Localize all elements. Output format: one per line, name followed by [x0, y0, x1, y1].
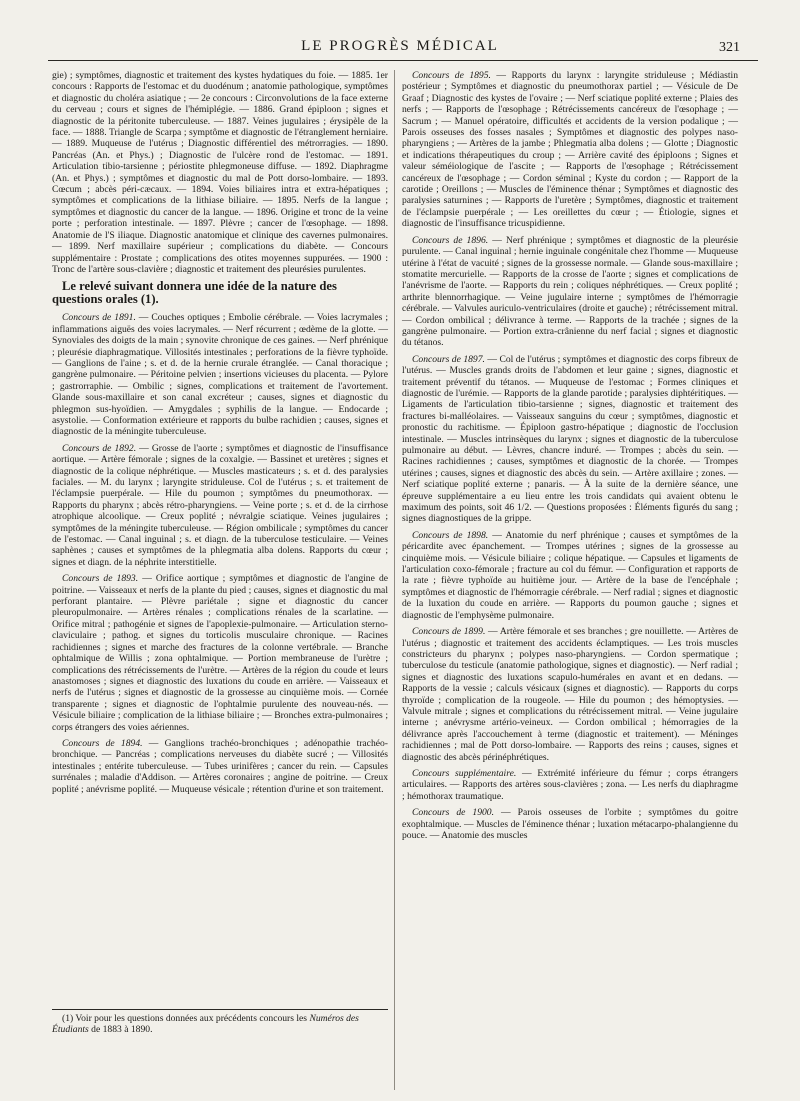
- footnote: [52, 1013, 388, 1036]
- entry-1900-text: — Parois osseuses de l'orbite ; symptômes du goitre exophtalmique. — Muscles de l'éminence thénar ; luxation métacarpo-phalangienne du pouce. — Anatomie des muscles: [402, 807, 738, 841]
- running-title: LE PROGRÈS MÉDICAL: [301, 38, 499, 54]
- continued-paragraph: gie) ; symptômes, diagnostic et traitement des kystes hydatiques du foie. — 1885. 1er concours : Rapports de l'estomac et du duodénum ; anatomie pathologique, symptômes et diagnostic du choléra asiatique ; — 2e concours : Circonvolutions de la face externe du cerveau ; cours et signes de l'hémiplégie. — 1886. Grand épiploon ; signes et diagnostic de la péritonite tuberculeuse. — 1887. Veines jugulaires ; érysipèle de la face. — 1888. Triangle de Scarpa ; symptôme et diagnostic de l'étranglement herniaire. — 1889. Muqueuse de l'utérus ; Diagnostic différentiel des métrorragies. — 1890. Pancréas (An. et Phys.) ; Diagnostic de l'ulcère rond de l'estomac. — 1891. Articulation tibio-tarsienne ; périostite phlegmoneuse diffuse. — 1892. Diaphragme (An. et Phys.) ; symptômes et diagnostic du mal de Pott dorso-lombaire. — 1893. Cœcum ; abcès péri-cæcaux. — 1894. Voies biliaires intra et extra-hépatiques ; symptômes et complications de la lithiase biliaire. — 1895. Nerfs de la langue ; symptômes et diagnostic du cancer de la langue. — 1896. Origine et tronc de la veine porte ; perforation intestinale. — 1897. Plèvre ; cancer de l'œsophage. — 1898. Anatomie de l'S iliaque. Diagnostic anatomique et clinique des cavernes pulmonaires. — 1899. Nerf maxillaire supérieur ; complications du diabète. — Concours supplémentaire : Prostate ; complications des otites moyennes suppurées. — 1900 : Tronc de l'artère sous-clavière ; diagnostic et traitement des pleurésies purulentes.: [52, 70, 388, 275]
- entry-1897: [402, 354, 738, 525]
- entry-1896-heading: Concours de 1896.: [412, 234, 489, 246]
- entry-1893: [52, 573, 388, 733]
- footnote-rule: [52, 1009, 388, 1010]
- entry-1895: [402, 70, 738, 230]
- entry-1894-text: — Ganglions trachéo-bronchiques ; adénopathie trachéo-bronchique. — Pancréas ; complications nerveuses du diabète sucré ; — Villosités intestinales ; entérite tuberculeuse. — Tubes urinifères ; cancer du rein. — Capsules surrénales ; maladie d'Addison. — Artères coronaires ; angine de poitrine. — Creux poplité ; anévrisme poplité. — Muqueuse vésicale ; rétention d'urine et son traitement.: [52, 737, 388, 795]
- entry-1893-text: — Orifice aortique ; symptômes et diagnostic de l'angine de poitrine. — Vaisseaux et nerfs de la plante du pied ; causes, signes et diagnostic du mal perforant plantaire. — Plèvre pariétale ; signe et diagnostic du cancer pleuropulmonaire. — Artères rénales ; complications rénales de la scarlatine. — Orifice mitral ; pathogénie et signes de l'apoplexie-pulmonaire. — Articulation sterno-claviculaire ; pathog. et signes du torticolis musculaire chronique. — Racines rachidiennes ; signes et marche des fractures de la colonne vertébrale. — Branche ophtalmique de Willis ; zona ophtalmique. — Portion membraneuse de l'urètre ; complications des rétrécissements de l'urètre. — Artères de la région du coude et leurs anastomoses ; signes et diagnostic des luxations du coude en arrière. — Vaisseaux et nerfs de l'utérus ; signes et diagnostic de la grossesse au cinquième mois. — Cornée transparente ; signes et diagnostic de l'ophtalmie purulente des nouveau-nés. — Vésicule biliaire ; complication de la lithiase biliaire ; — Bronches extra-pulmonaires ; corps étrangers des voies aériennes.: [52, 573, 389, 733]
- entry-1892: [52, 443, 388, 568]
- entry-1899: [402, 626, 738, 763]
- entry-1897-heading: Concours de 1897.: [412, 353, 485, 365]
- entry-1894: [52, 738, 388, 795]
- entry-1894-heading: Concours de 1894.: [62, 737, 143, 749]
- footnote-italic: Numéros des Étudiants: [52, 1013, 359, 1036]
- entry-1892-text: — Grosse de l'aorte ; symptômes et diagnostic de l'insuffisance aortique. — Artère fémorale ; signes de la coxalgie. — Bassinet et uretères ; signes et diagnostic de la colique néphrétique. — Muscles masticateurs ; s. et d. des paralysies faciales. — M. du larynx ; laryngite striduleuse. Col de l'utérus ; s. et traitement de l'éclampsie puerpérale. — Hile du poumon ; symptômes du pneumothorax. — Rapports du pharynx ; abcès rétro-pharyngiens. — Veine porte ; s. et d. de la cirrhose atrophique alcoolique. — Creux poplité ; névralgie sciatique. Veines jugulaires ; symptômes de la méningite tuberculeuse. — Région ombilicale ; symptômes du cancer de l'estomac. — Canal inguinal ; s. et diagn. de la tuberculose testiculaire. — Veines saphènes ; causes et symptômes de la phlegmatia alba dolens. Rapports du cœur ; signes et diagn. de la néphrite interstitielle.: [52, 442, 389, 568]
- entry-1898-text: — Anatomie du nerf phrénique ; causes et symptômes de la péricardite avec épanchement. — Trompes utérines ; signes de la grossesse au cinquième mois. — Vésicule biliaire ; colique hépatique. — Capsules et ligaments de l'articulation coxo-fémorale ; fracture au col du fémur. — Configuration et rapports de la rate ; fièvre typhoïde au huitième jour. — Artère de la base de l'encéphale ; symptômes et diagnostic de l'hémorragie cérébrale. — Nerf radial ; signes et diagnostic de la luxation du coude en arrière. — Rapports du poumon gauche ; signes et diagnostic de l'emphysème pulmonaire.: [402, 529, 739, 621]
- entry-1896-text: — Nerf phrénique ; symptômes et diagnostic de la pleurésie purulente. — Canal inguinal ; hernie inguinale congénitale chez l'homme — Muqueuse utérine à l'état de vacuité ; signes de la grossesse normale. — Glande sous-maxillaire ; stomatite mercurielle. — Rapports de la crosse de l'aorte ; signes et complications de l'anévrisme de l'aorte. — Rapports du rein ; coliques néphrétiques. — Creux poplité ; arthrite blennorrhagique. — Veine jugulaire interne ; symptômes de l'hémorragie cérébrale. — Valvules auriculo-ventriculaires (droite et gauche) ; rétrécissement mitral. — Cordon ombilical ; délivrance à terme. — Rapports de la trachée ; signes de la gangrène pulmonaire. — Portion extra-crânienne du nerf facial ; signes et diagnostic du tétanos.: [402, 234, 738, 349]
- page-number: 321: [719, 40, 740, 55]
- entry-1900-heading: Concours de 1900.: [412, 807, 494, 819]
- entry-1897-text: — Col de l'utérus ; symptômes et diagnostic des corps fibreux de l'utérus. — Muscles grands droits de l'abdomen et leur gaine ; signes, diagnostic et traitement préventif du tétanos. — Muqueuse de l'estomac ; Formes cliniques et diagnostic de l'urémie. — Rapports de la glande parotide ; paralysies diphtéritiques. — Ligaments de l'articulation tibio-tarsienne ; signes, diagnostic et traitement des fractures bi-malléolaires. — Vaisseaux sanguins du cœur ; symptômes, diagnostic et pronostic du rachitisme. — Épiploon gastro-hépatique ; diagnostic de l'occlusion intestinale. — Muscles intrinsèques du larynx ; signes et diagnostic de la tuberculose pulmonaire au début. — Lèvres, chancre induré. — Trompes ; abcès du sein. — Racines rachidiennes ; causes, symptômes et diagnostic de la chorée. — Trompes utérines ; causes, signes et diagnostic des abcès du sein. — Artère axillaire ; zones. — Nerf sciatique poplité externe ; panaris. — À la suite de la dernière séance, une épreuve supplémentaire a eu lieu entre les trois candidats qui avaient obtenu le maximum des points, soit 46 1/2. — Questions proposées : Éléments figurés du sang ; signes diagnostiques de la grippe.: [402, 353, 739, 525]
- entry-1896: [402, 235, 738, 349]
- entry-supplementaire: [402, 768, 738, 802]
- entry-1891-heading: Concours de 1891.: [62, 312, 136, 324]
- entry-supplementaire-text: — Extrémité inférieure du fémur ; corps étrangers articulaires. — Rapports des artères sous-clavières ; zona. — Les nerfs du diaphragme ; hémothorax traumatique.: [402, 767, 738, 802]
- footnote-tail: de 1883 à 1890.: [88, 1024, 153, 1036]
- entry-1891: [52, 312, 388, 437]
- footnote-text: (1) Voir pour les questions données aux précédents concours les: [62, 1013, 308, 1024]
- header-rule: [48, 60, 758, 61]
- entry-supplementaire-heading: Concours supplémentaire.: [412, 767, 517, 779]
- entry-1899-text: — Artère fémorale et ses branches ; gre nouillette. — Artères de l'utérus ; diagnostic et traitement des accidents éclamptiques. — Les trois muscles constricteurs du pharynx ; polypes naso-pharyngiens. — Cordon spermatique ; tuberculose du testicule (anatomie pathologique, signes et diagnostic). — Nerf radial ; signes et diagnostic des luxations scapulo-humérales en avant et en dedans. — Rapports de la vessie ; calculs vésicaux (signes et diagnostic). — Rapports du corps thyroïde ; complication de la rougeole. — Hile du poumon ; des hémoptysies. — Valvule mitrale ; signes et complications du rétrécissement mitral. — Veine jugulaire interne ; anévrysme artério-veineux. — Cordon ombilical ; hémorragies de la délivrance après l'accouchement à terme (diagnostic et traitement). — Méninges rachidiennes ; mal de Pott dorso-lombaire. — Rapports des reins ; causes, signes et diagnostic des abcès périnéphrétiques.: [402, 626, 739, 763]
- entry-1895-text: — Rapports du larynx : laryngite striduleuse ; Médiastin postérieur ; Symptômes et diagnostic du pneumothorax partiel ; — Vésicule de De Graaf ; Diagnostic des kystes de l'ovaire ; — Nerf sciatique poplité externe ; Plaies des nerfs ; — Rapports de l'œsophage ; Rétrécissements cancéreux de l'œsophage ; — Sacrum ; — Manuel opératoire, difficultés et accidents de la version podalique ; — Parois osseuses des fosses nasales ; Symptômes et diagnostic des polypes naso-pharyngiens ; — Artères de la jambe ; Phlegmatia alba dolens ; — Glotte ; Diagnostic et indications thérapeutiques du croup ; — Arrière cavité des épiploons ; Signes et valeur séméiologique de l'ascite ; — Rapports de l'œsophage ; Rétrécissement cancéreux de l'œsophage ; — Cordon séminal ; Kyste du cordon ; — Rapport de la carotide ; Oreillons ; — Muscles de l'éminence thénar ; Symptômes et diagnostic des paralysies saturnines ; — Rapports de l'uretère ; Symptômes, diagnostic et traitement de l'éclampsie puerpérale ; — Les oreillettes du cœur ; — Étiologie, signes et diagnostic de l'insuffisance tricuspidienne.: [402, 70, 739, 230]
- entry-1898-heading: Concours de 1898.: [412, 529, 489, 541]
- entry-1899-heading: Concours de 1899.: [412, 626, 486, 638]
- left-column: [52, 70, 388, 1030]
- entry-1891-text: — Couches optiques ; Embolie cérébrale. — Voies lacrymales ; inflammations aiguës des voies lacrymales. — Nerf récurrent ; œdème de la glotte. — Synoviales des doigts de la main ; synovite chronique de ces gaines. — Nerf phrénique ; pleurésie diaphragmatique. Villosités intestinales ; perforations de la fièvre typhoïde. — Ganglions de l'aine ; s. et d. de la hernie crurale étranglée. — Canal thoracique ; gangrène pulmonaire. — Péritoine pelvien ; insertions vicieuses du placenta. — Pylore ; gastrorraphie. — Ombilic ; signes, complications et traitement de l'avortement. Glande sous-maxillaire et son canal excréteur ; causes, signes et diagnostic du phlegmon sus-hyoïdien. — Amygdales ; syphilis de la langue. — Endocarde ; asystolie. — Conformation extérieure et rapports du bulbe rachidien ; causes, signes et diagnostic de la méningite tuberculeuse.: [52, 312, 389, 438]
- entry-1892-heading: Concours de 1892.: [62, 442, 137, 454]
- entry-1893-heading: Concours de 1893.: [62, 573, 139, 585]
- entry-1900: [402, 807, 738, 841]
- right-column: [402, 70, 738, 1090]
- entry-1895-heading: Concours de 1895.: [412, 70, 491, 81]
- column-divider: [394, 70, 395, 1090]
- section-intro: Le relevé suivant donnera une idée de la nature des questions orales (1).: [52, 279, 337, 307]
- entry-1898: [402, 530, 738, 621]
